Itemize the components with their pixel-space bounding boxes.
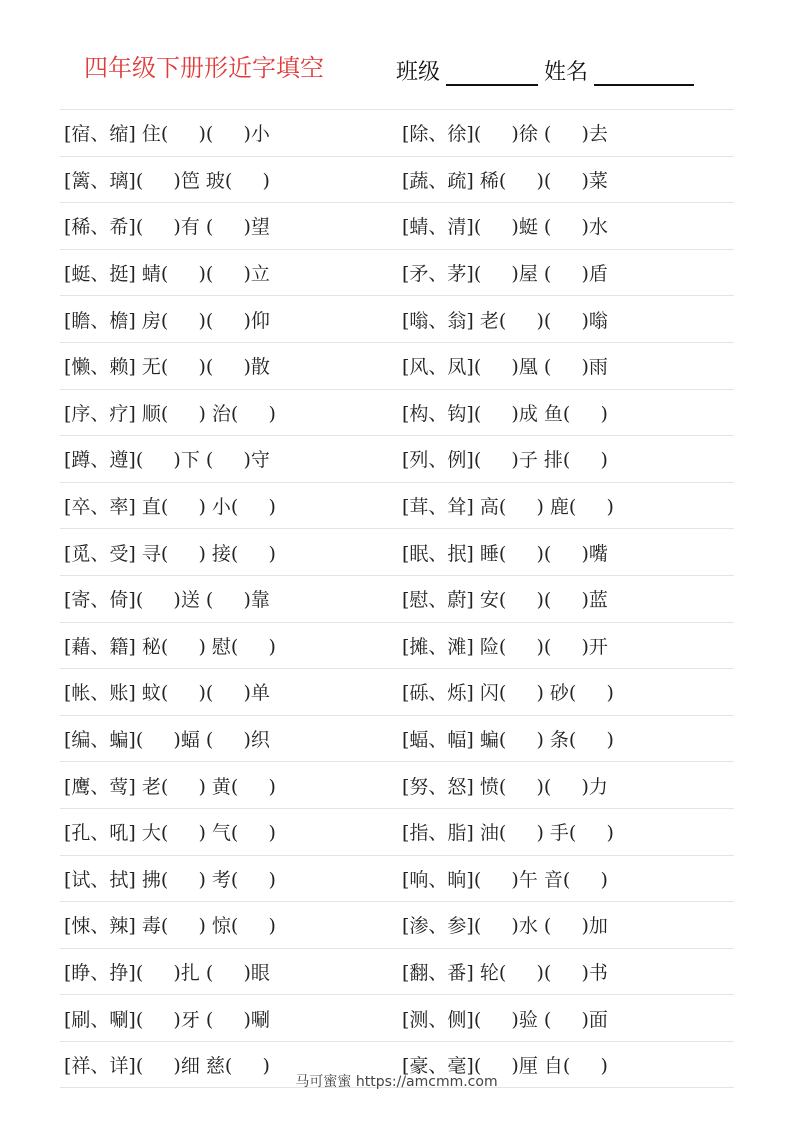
exercise-right: [风、凤]( )凰 ( )雨 [402,356,608,379]
exercise-right: [指、脂] 油( ) 手( ) [402,822,614,845]
exercise-row [60,995,734,1042]
exercise-right: [列、例]( )子 排( ) [402,449,608,472]
exercise-right: [矛、茅]( )屋 ( )盾 [402,263,608,286]
exercise-right: [响、晌]( )午 音( ) [402,868,608,891]
exercise-right: [豪、毫]( )厘 自( ) [402,1055,608,1078]
exercise-left: [寄、倚]( )送 ( )靠 [64,589,270,612]
exercise-left: [编、蝙]( )蝠 ( )织 [64,729,270,752]
exercise-grid [60,109,734,1088]
name-label: 姓名 [544,60,589,85]
page-title: 四年级下册形近字填空 [84,54,324,82]
exercise-left: [宿、缩] 住( )( )小 [64,123,270,146]
watermark: 马可蜜蜜 https://amcmm.com [295,1074,498,1090]
exercise-left: [蜓、挺] 蜻( )( )立 [64,263,270,286]
exercise-row [60,809,734,856]
exercise-left: [悚、辣] 毒( ) 惊( ) [64,915,276,938]
exercise-right: [翻、番] 轮( )( )书 [402,961,608,984]
exercise-row [60,436,734,483]
exercise-left: [试、拭] 拂( ) 考( ) [64,868,276,891]
exercise-row [60,296,734,343]
exercise-left: [刷、唰]( )牙 ( )唰 [64,1008,270,1031]
exercise-left: [卒、率] 直( ) 小( ) [64,496,276,519]
exercise-row [60,390,734,437]
exercise-right: [蜻、清]( )蜓 ( )水 [402,216,608,239]
class-blank[interactable] [446,62,538,86]
exercise-row [60,623,734,670]
class-label: 班级 [396,60,441,85]
exercise-row [60,949,734,996]
exercise-right: [蝠、幅] 蝙( ) 条( ) [402,729,614,752]
name-blank[interactable] [594,62,694,86]
exercise-right: [渗、参]( )水 ( )加 [402,915,608,938]
exercise-left: [懒、赖] 无( )( )散 [64,356,270,379]
exercise-row [60,529,734,576]
student-info [396,55,700,86]
exercise-row [60,250,734,297]
exercise-right: [测、侧]( )验 ( )面 [402,1008,608,1031]
exercise-left: [稀、希]( )有 ( )望 [64,216,270,239]
exercise-row [60,902,734,949]
exercise-row [60,343,734,390]
exercise-left: [睁、挣]( )扎 ( )眼 [64,961,270,984]
exercise-left: [觅、受] 寻( ) 接( ) [64,542,276,565]
exercise-row [60,856,734,903]
exercise-left: [帐、账] 蚊( )( )单 [64,682,270,705]
exercise-row [60,203,734,250]
exercise-row [60,157,734,204]
exercise-row [60,110,734,157]
exercise-left: [蹲、遵]( )下 ( )守 [64,449,270,472]
exercise-right: [嗡、翁] 老( )( )嗡 [402,309,608,332]
exercise-left: [藉、籍] 秘( ) 慰( ) [64,635,276,658]
exercise-right: [茸、耸] 高( ) 鹿( ) [402,496,614,519]
exercise-left: [孔、吼] 大( ) 气( ) [64,822,276,845]
exercise-right: [眠、抿] 睡( )( )嘴 [402,542,608,565]
exercise-row [60,762,734,809]
exercise-left: [瞻、檐] 房( )( )仰 [64,309,270,332]
exercise-left: [祥、详]( )细 慈( ) [64,1055,270,1078]
exercise-right: [慰、蔚] 安( )( )蓝 [402,589,608,612]
exercise-right: [摊、滩] 险( )( )开 [402,635,608,658]
exercise-row [60,576,734,623]
exercise-right: [蔬、疏] 稀( )( )菜 [402,169,608,192]
exercise-left: [鹰、莺] 老( ) 黄( ) [64,775,276,798]
exercise-row [60,483,734,530]
exercise-left: [序、疗] 顺( ) 治( ) [64,402,276,425]
exercise-row [60,716,734,763]
exercise-right: [砾、烁] 闪( ) 砂( ) [402,682,614,705]
exercise-left: [篱、璃]( )笆 玻( ) [64,169,270,192]
exercise-right: [除、徐]( )徐 ( )去 [402,123,608,146]
exercise-row [60,669,734,716]
exercise-right: [构、钩]( )成 鱼( ) [402,402,608,425]
exercise-right: [努、怒] 愤( )( )力 [402,775,608,798]
